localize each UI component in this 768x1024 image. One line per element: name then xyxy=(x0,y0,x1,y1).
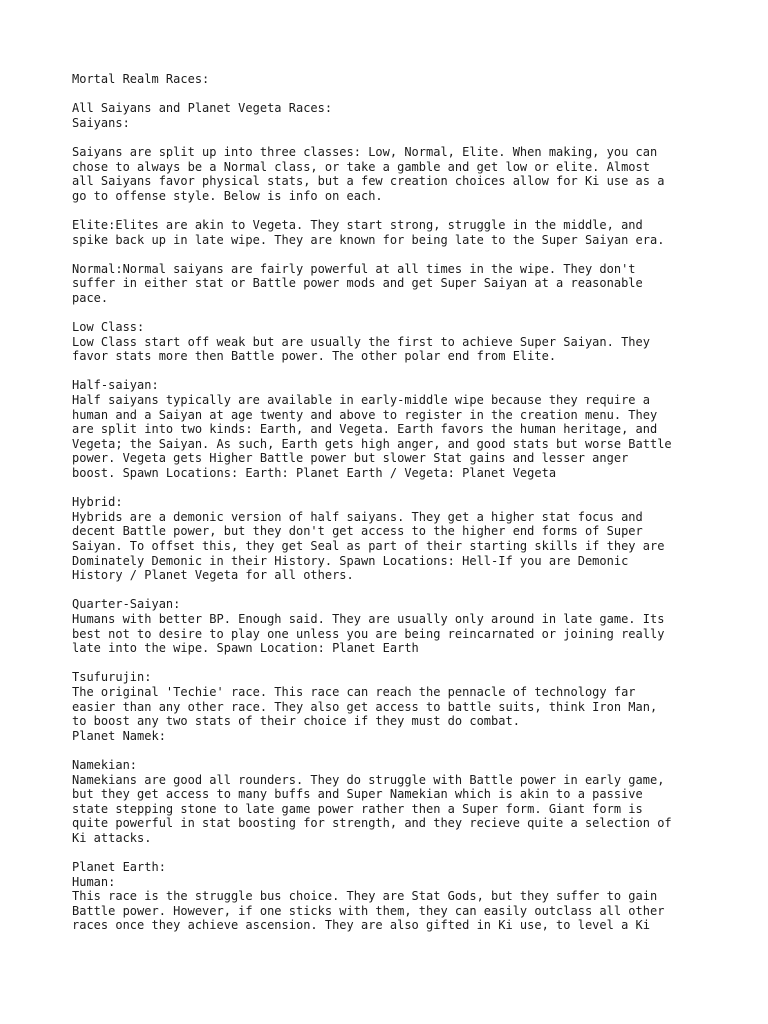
document-paragraph xyxy=(72,597,732,655)
document-paragraph xyxy=(72,320,732,364)
text-line: to boost any two stats of their choice if they must do combat. xyxy=(72,714,520,729)
document-paragraph xyxy=(72,218,732,247)
document-paragraph xyxy=(72,758,732,846)
document-paragraph xyxy=(72,72,732,87)
text-line: History / Planet Vegeta for all others. xyxy=(72,568,354,583)
text-line: state stepping stone to late game power rather then a Super form. Giant form is xyxy=(72,801,643,816)
document-page xyxy=(72,72,732,948)
text-line: late into the wipe. Spawn Location: Planet Earth xyxy=(72,641,419,656)
text-line: Low Class: xyxy=(72,320,145,335)
document-paragraph xyxy=(72,860,732,933)
document-paragraph xyxy=(72,670,732,743)
text-line: Half-saiyan: xyxy=(72,378,159,393)
text-line: spike back up in late wipe. They are known for being late to the Super Saiyan era. xyxy=(72,232,665,247)
text-line: Half saiyans typically are available in early-middle wipe because they require a xyxy=(72,393,650,408)
text-line: All Saiyans and Planet Vegeta Races: xyxy=(72,101,333,116)
text-line: Elite:Elites are akin to Vegeta. They start strong, struggle in the middle, and xyxy=(72,217,643,232)
text-line: chose to always be a Normal class, or take a gamble and get low or elite. Almost xyxy=(72,159,650,174)
text-line: Mortal Realm Races: xyxy=(72,72,210,86)
text-line: easier than any other race. They also get access to battle suits, think Iron Man, xyxy=(72,699,658,714)
text-line: Battle power. However, if one sticks with them, they can easily outclass all other xyxy=(72,903,665,918)
text-line: Human: xyxy=(72,874,116,889)
text-line: suffer in either stat or Battle power mods and get Super Saiyan at a reasonable xyxy=(72,276,643,291)
text-line: power. Vegeta gets Higher Battle power but slower Stat gains and lesser anger xyxy=(72,451,629,466)
text-line: Low Class start off weak but are usually the first to achieve Super Saiyan. They xyxy=(72,334,650,349)
text-line: pace. xyxy=(72,290,109,305)
text-line: boost. Spawn Locations: Earth: Planet Earth / Vegeta: Planet Vegeta xyxy=(72,466,557,481)
text-line: Saiyan. To offset this, they get Seal as part of their starting skills if they are xyxy=(72,539,665,553)
document-paragraph xyxy=(72,101,732,130)
text-line: This race is the struggle bus choice. They are Stat Gods, but they suffer to gain xyxy=(72,889,658,904)
text-line: races once they achieve ascension. They are also gifted in Ki use, to level a Ki xyxy=(72,918,650,933)
text-line: but they get access to many buffs and Super Namekian which is akin to a passive xyxy=(72,787,643,802)
text-line: The original 'Techie' race. This race can reach the pennacle of technology far xyxy=(72,684,636,699)
text-line: Planet Namek: xyxy=(72,728,166,743)
text-line: Hybrids are a demonic version of half saiyans. They get a higher stat focus and xyxy=(72,509,643,524)
text-line: decent Battle power, but they don't get access to the higher end forms of Super xyxy=(72,524,643,539)
text-line: are split into two kinds: Earth, and Vegeta. Earth favors the human heritage, and xyxy=(72,422,658,437)
text-line: Normal:Normal saiyans are fairly powerful at all times in the wipe. They don't xyxy=(72,261,636,276)
text-line: favor stats more then Battle power. The other polar end from Elite. xyxy=(72,349,557,364)
text-line: human and a Saiyan at age twenty and above to register in the creation menu. They xyxy=(72,407,658,422)
text-line: quite powerful in stat boosting for strength, and they recieve quite a selection of xyxy=(72,816,672,831)
text-line: go to offense style. Below is info on each. xyxy=(72,188,383,203)
text-line: Ki attacks. xyxy=(72,830,152,845)
text-line: Dominately Demonic in their History. Spawn Locations: Hell-If you are Demonic xyxy=(72,553,629,568)
text-line: Vegeta; the Saiyan. As such, Earth gets high anger, and good stats but worse Battle xyxy=(72,436,672,451)
text-line: Namekian: xyxy=(72,757,138,772)
text-line: Quarter-Saiyan: xyxy=(72,597,181,612)
text-line: Saiyans: xyxy=(72,115,130,130)
text-line: best not to desire to play one unless you are being reincarnated or joining really xyxy=(72,626,665,641)
text-line: Tsufurujin: xyxy=(72,670,152,685)
text-line: all Saiyans favor physical stats, but a few creation choices allow for Ki use as a xyxy=(72,174,665,189)
text-line: Namekians are good all rounders. They do struggle with Battle power in early game, xyxy=(72,772,665,787)
text-line: Planet Earth: xyxy=(72,860,166,875)
text-line: Saiyans are split up into three classes: Low, Normal, Elite. When making, you can xyxy=(72,144,658,159)
document-paragraph xyxy=(72,145,732,203)
document-paragraph xyxy=(72,495,732,583)
document-paragraph xyxy=(72,262,732,306)
document-paragraph xyxy=(72,378,732,480)
text-line: Humans with better BP. Enough said. They are usually only around in late game. Its xyxy=(72,611,665,626)
text-line: Hybrid: xyxy=(72,495,123,510)
